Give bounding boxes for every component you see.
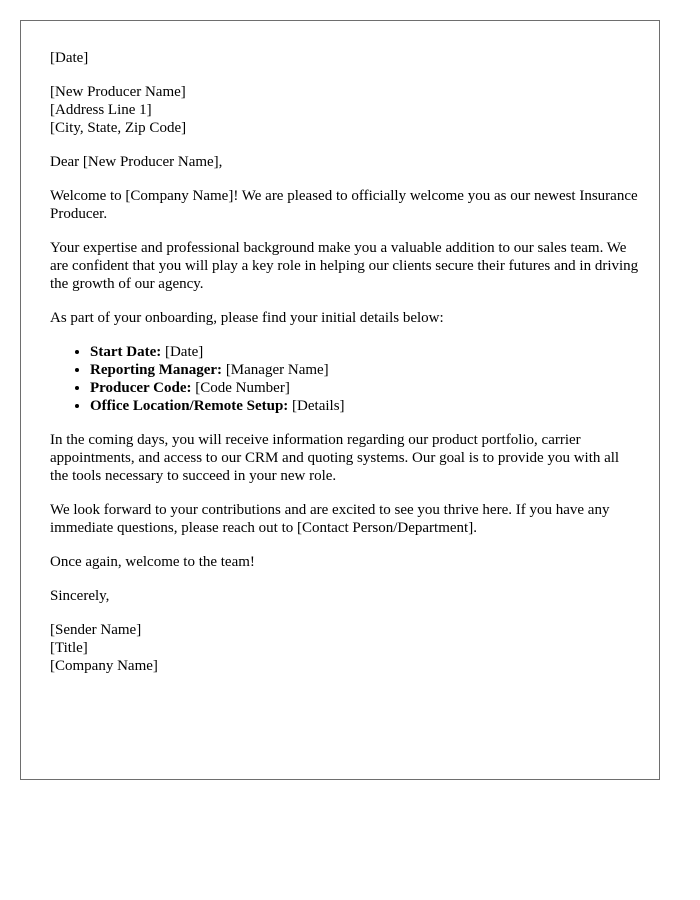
- letter-page: [20, 20, 660, 780]
- detail-label: Reporting Manager:: [90, 362, 223, 378]
- look-forward-paragraph: We look forward to your contributions and are excited to see you thrive here. If you have any immediate questions, please reach out to [Contact Person/Department].: [50, 502, 610, 536]
- once-again-paragraph: Once again, welcome to the team!: [50, 554, 255, 570]
- detail-value: [Date]: [161, 344, 204, 360]
- letter-body: [50, 49, 640, 691]
- onboarding-details-list: [50, 343, 640, 415]
- detail-label: Office Location/Remote Setup:: [90, 398, 289, 414]
- sender-company-name: [Company Name]: [50, 658, 158, 674]
- detail-item-start-date: [90, 343, 640, 361]
- detail-item-office-location: [90, 397, 640, 415]
- detail-item-reporting-manager: [90, 361, 640, 379]
- detail-label: Start Date:: [90, 344, 162, 360]
- recipient-name: [New Producer Name]: [50, 84, 186, 100]
- letter-date: [Date]: [50, 50, 89, 66]
- detail-value: [Manager Name]: [222, 362, 329, 378]
- recipient-city-state-zip: [City, State, Zip Code]: [50, 120, 187, 136]
- coming-days-paragraph: In the coming days, you will receive information regarding our product portfolio, carrier appointments, and access to our CRM and quoting systems. Our goal is to provide you with all the tools necessary to succeed in your new role.: [50, 432, 620, 484]
- onboarding-intro-paragraph: As part of your onboarding, please find your initial details below:: [50, 310, 444, 326]
- sender-name: [Sender Name]: [50, 622, 142, 638]
- detail-value: [Details]: [288, 398, 345, 414]
- closing: Sincerely,: [50, 588, 110, 604]
- detail-label: Producer Code:: [90, 380, 192, 396]
- detail-value: [Code Number]: [191, 380, 290, 396]
- salutation: Dear [New Producer Name],: [50, 154, 223, 170]
- recipient-address-block: [50, 83, 640, 137]
- welcome-paragraph: Welcome to [Company Name]! We are pleased to officially welcome you as our newest Insurance Producer.: [50, 188, 638, 222]
- sender-title: [Title]: [50, 640, 88, 656]
- recipient-address-line-1: [Address Line 1]: [50, 102, 152, 118]
- expertise-paragraph: Your expertise and professional background make you a valuable addition to our sales team. We are confident that you will play a key role in helping our clients secure their futures and in driving the growth of our agency.: [50, 240, 639, 292]
- signature-block: [50, 621, 640, 675]
- detail-item-producer-code: [90, 379, 640, 397]
